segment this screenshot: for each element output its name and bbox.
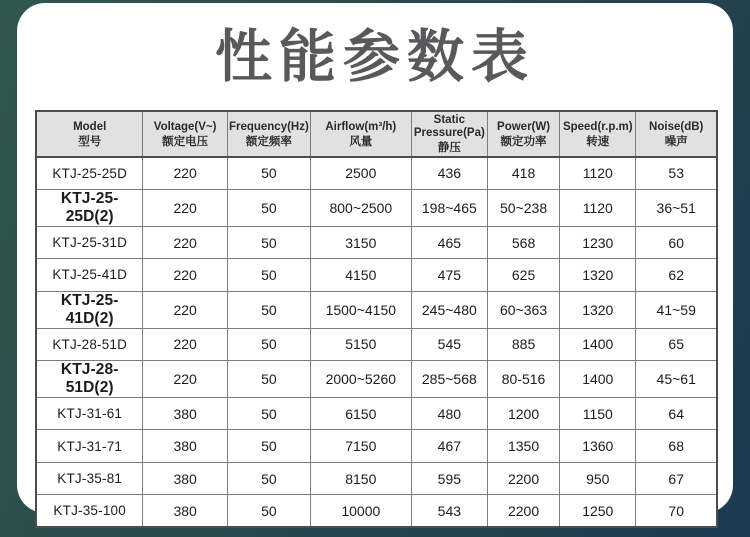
value-cell: 3150 xyxy=(310,226,411,258)
value-cell: 5150 xyxy=(310,328,411,360)
header-cell-voltage xyxy=(143,111,227,157)
model-cell: KTJ-31-71 xyxy=(36,430,143,462)
value-cell: 885 xyxy=(487,328,559,360)
header-label-zh: 噪声 xyxy=(664,133,688,148)
value-cell: 6150 xyxy=(310,398,411,430)
value-cell: 62 xyxy=(636,259,717,291)
model-cell: KTJ-31-61 xyxy=(36,398,143,430)
value-cell: 50 xyxy=(227,157,310,189)
spec-table-container xyxy=(35,110,718,528)
value-cell: 1120 xyxy=(560,157,636,189)
model-cell: KTJ-25-31D xyxy=(36,226,143,258)
value-cell: 1400 xyxy=(560,328,636,360)
value-cell: 220 xyxy=(143,361,227,398)
header-cell-model xyxy=(36,111,143,157)
value-cell: 4150 xyxy=(310,259,411,291)
value-cell: 245~480 xyxy=(411,291,487,328)
value-cell: 2500 xyxy=(310,157,411,189)
value-cell: 60~363 xyxy=(487,291,559,328)
value-cell: 50 xyxy=(227,328,310,360)
header-label-zh: 额定电压 xyxy=(162,133,209,148)
value-cell: 380 xyxy=(143,495,227,527)
value-cell: 60 xyxy=(636,226,717,258)
value-cell: 198~465 xyxy=(411,189,487,226)
value-cell: 436 xyxy=(411,157,487,189)
table-row xyxy=(36,328,717,360)
value-cell: 418 xyxy=(487,157,559,189)
model-cell: KTJ-28-51D(2) xyxy=(36,361,143,398)
value-cell: 50~238 xyxy=(487,189,559,226)
value-cell: 45~61 xyxy=(636,361,717,398)
table-row xyxy=(36,495,717,527)
value-cell: 1120 xyxy=(560,189,636,226)
table-row xyxy=(36,189,717,226)
header-label-zh: 静压 xyxy=(437,140,461,154)
value-cell: 8150 xyxy=(310,462,411,494)
value-cell: 1360 xyxy=(560,430,636,462)
table-row xyxy=(36,259,717,291)
value-cell: 800~2500 xyxy=(310,189,411,226)
value-cell: 625 xyxy=(487,259,559,291)
value-cell: 475 xyxy=(411,259,487,291)
value-cell: 465 xyxy=(411,226,487,258)
value-cell: 50 xyxy=(227,495,310,527)
value-cell: 1350 xyxy=(487,430,559,462)
value-cell: 50 xyxy=(227,462,310,494)
value-cell: 220 xyxy=(143,259,227,291)
header-label-en: Static Pressure(Pa) xyxy=(413,114,485,139)
table-body xyxy=(36,157,717,527)
table-row xyxy=(36,462,717,494)
header-label-zh: 额定频率 xyxy=(245,133,292,148)
value-cell: 285~568 xyxy=(411,361,487,398)
value-cell: 220 xyxy=(143,157,227,189)
header-label-en: Noise(dB) xyxy=(649,120,704,133)
header-cell-static-pressure xyxy=(411,111,487,157)
table-row xyxy=(36,361,717,398)
value-cell: 41~59 xyxy=(636,291,717,328)
table-row xyxy=(36,430,717,462)
table-header-row xyxy=(36,111,717,157)
spec-card xyxy=(17,3,733,519)
value-cell: 543 xyxy=(411,495,487,527)
header-label-zh: 风量 xyxy=(349,133,373,148)
header-label-en: Frequency(Hz) xyxy=(228,120,309,133)
value-cell: 80-516 xyxy=(487,361,559,398)
value-cell: 2200 xyxy=(487,495,559,527)
model-cell: KTJ-25-25D(2) xyxy=(36,189,143,226)
value-cell: 50 xyxy=(227,259,310,291)
value-cell: 53 xyxy=(636,157,717,189)
model-cell: KTJ-25-41D xyxy=(36,259,143,291)
table-row xyxy=(36,291,717,328)
header-label-zh: 型号 xyxy=(78,133,102,148)
value-cell: 50 xyxy=(227,361,310,398)
table-row xyxy=(36,157,717,189)
value-cell: 50 xyxy=(227,398,310,430)
header-label-en: Power(W) xyxy=(497,120,551,133)
value-cell: 1200 xyxy=(487,398,559,430)
table-row xyxy=(36,226,717,258)
value-cell: 220 xyxy=(143,328,227,360)
value-cell: 70 xyxy=(636,495,717,527)
header-label-en: Model xyxy=(73,120,107,133)
value-cell: 220 xyxy=(143,291,227,328)
header-cell-noise xyxy=(636,111,717,157)
header-label-en: Airflow(m³/h) xyxy=(325,120,397,133)
value-cell: 220 xyxy=(143,189,227,226)
model-cell: KTJ-35-81 xyxy=(36,462,143,494)
value-cell: 50 xyxy=(227,189,310,226)
value-cell: 480 xyxy=(411,398,487,430)
header-label-zh: 额定功率 xyxy=(500,133,547,148)
model-cell: KTJ-28-51D xyxy=(36,328,143,360)
value-cell: 65 xyxy=(636,328,717,360)
value-cell: 68 xyxy=(636,430,717,462)
value-cell: 467 xyxy=(411,430,487,462)
value-cell: 1320 xyxy=(560,259,636,291)
header-label-zh: 转速 xyxy=(586,133,610,148)
value-cell: 36~51 xyxy=(636,189,717,226)
model-cell: KTJ-35-100 xyxy=(36,495,143,527)
page-title: 性能参数表 xyxy=(215,24,535,90)
value-cell: 50 xyxy=(227,226,310,258)
header-label-en: Speed(r.p.m) xyxy=(562,120,633,133)
value-cell: 2200 xyxy=(487,462,559,494)
model-cell: KTJ-25-25D xyxy=(36,157,143,189)
header-label-en: Voltage(V~) xyxy=(153,120,217,133)
value-cell: 1500~4150 xyxy=(310,291,411,328)
value-cell: 50 xyxy=(227,430,310,462)
value-cell: 1150 xyxy=(560,398,636,430)
value-cell: 2000~5260 xyxy=(310,361,411,398)
value-cell: 64 xyxy=(636,398,717,430)
value-cell: 950 xyxy=(560,462,636,494)
value-cell: 50 xyxy=(227,291,310,328)
table-row xyxy=(36,398,717,430)
value-cell: 1320 xyxy=(560,291,636,328)
header-cell-power xyxy=(487,111,559,157)
value-cell: 220 xyxy=(143,226,227,258)
value-cell: 380 xyxy=(143,430,227,462)
header-cell-airflow xyxy=(310,111,411,157)
header-cell-speed xyxy=(560,111,636,157)
value-cell: 380 xyxy=(143,462,227,494)
value-cell: 545 xyxy=(411,328,487,360)
value-cell: 1400 xyxy=(560,361,636,398)
value-cell: 1230 xyxy=(560,226,636,258)
spec-table xyxy=(35,110,718,528)
value-cell: 7150 xyxy=(310,430,411,462)
value-cell: 67 xyxy=(636,462,717,494)
model-cell: KTJ-25-41D(2) xyxy=(36,291,143,328)
header-cell-frequency xyxy=(227,111,310,157)
value-cell: 568 xyxy=(487,226,559,258)
value-cell: 595 xyxy=(411,462,487,494)
value-cell: 10000 xyxy=(310,495,411,527)
value-cell: 380 xyxy=(143,398,227,430)
value-cell: 1250 xyxy=(560,495,636,527)
